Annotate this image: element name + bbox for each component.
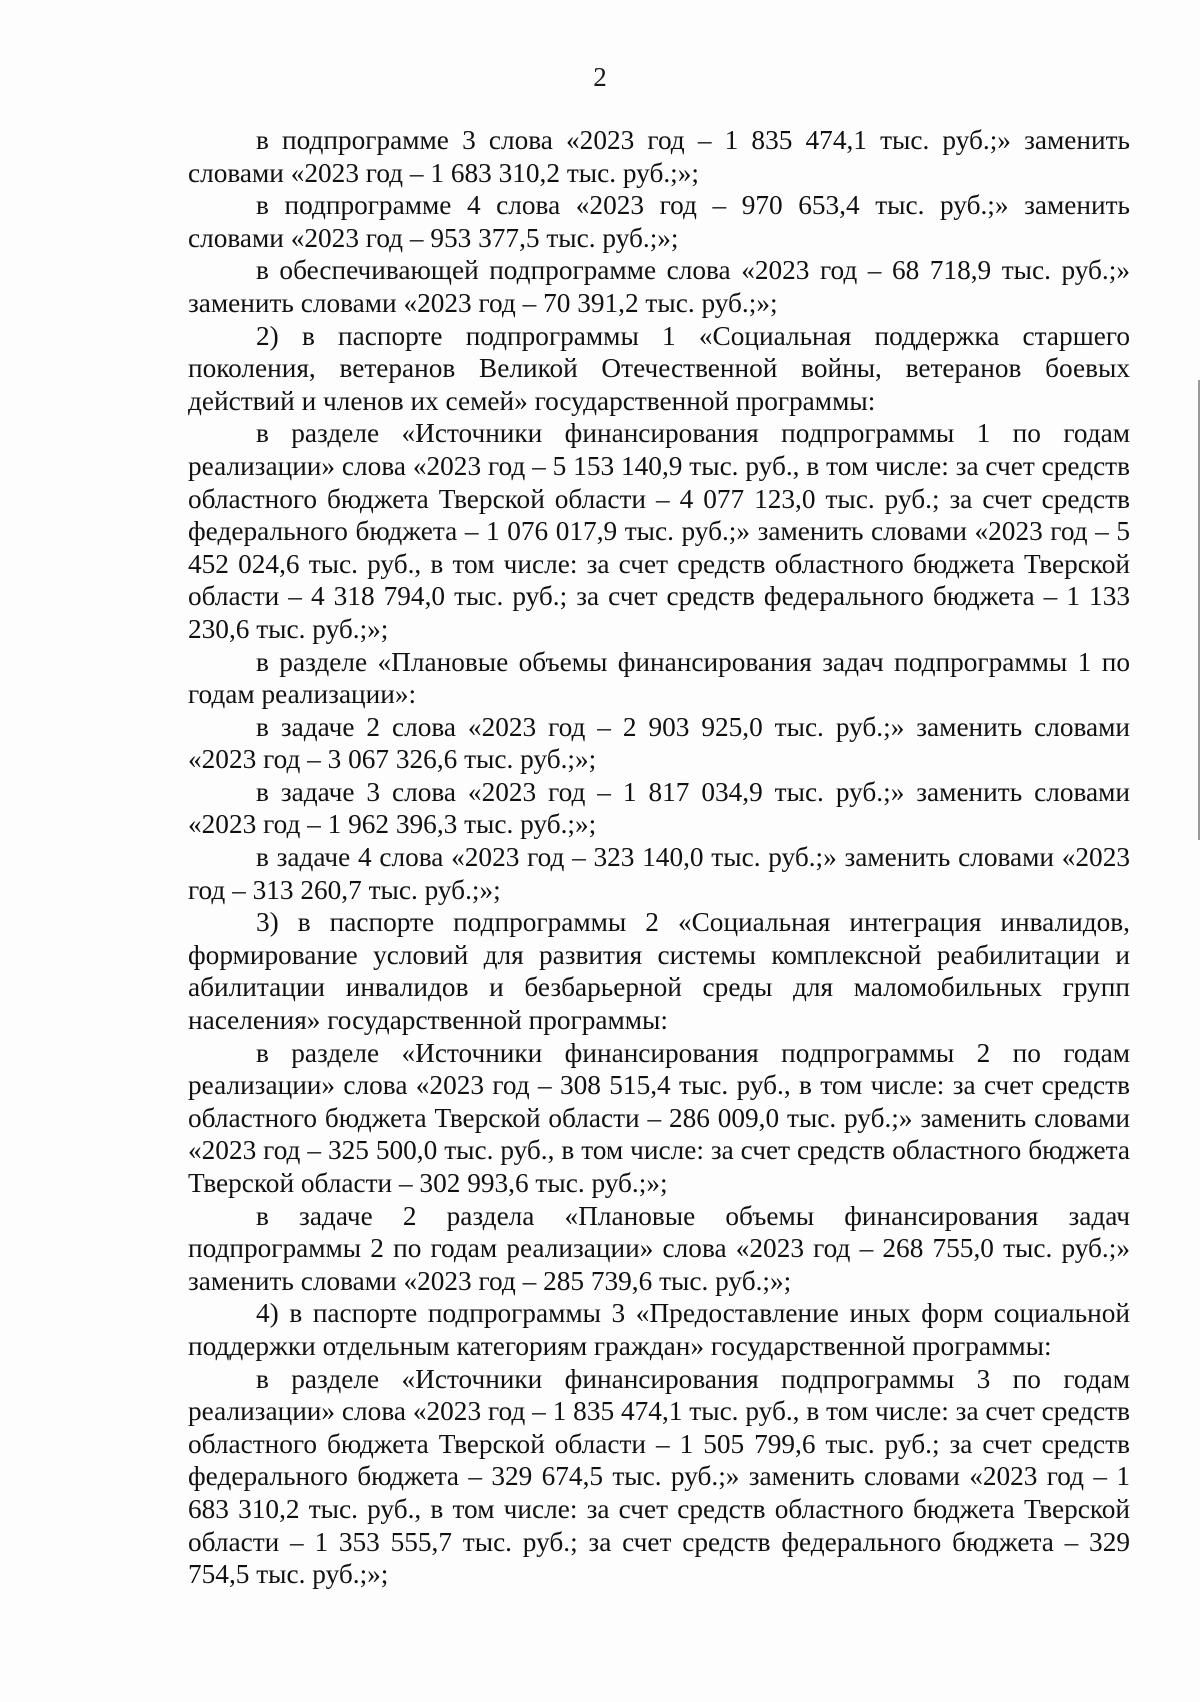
paragraph-subprogram-3-sources: в разделе «Источники финансирования подпрограммы 3 по годам реализации» слова «2023 год – 1 835 474,1 тыс. руб., в том числе: за счет средств областного бюджета Тверской области – 1 505 799,6 тыс. руб.; за счет средств федерального бюджета – 329 674,5 тыс. руб.;» заменить словами «2023 год – 1 683 310,2 тыс. руб., в том числе: за счет средств областного бюджета Тверской области – 1 353 555,7 тыс. руб.; за счет средств федерального бюджета – 329 754,5 тыс. руб.;»; [188, 1363, 1130, 1590]
paragraph-subprogram-2-sources: в разделе «Источники финансирования подпрограммы 2 по годам реализации» слова «2023 год – 308 515,4 тыс. руб., в том числе: за счет средств областного бюджета Тверской области – 286 009,0 тыс. руб.;» заменить словами «2023 год – 325 500,0 тыс. руб., в том числе: за счет средств областного бюджета Тверской области – 302 993,6 тыс. руб.;»; [188, 1037, 1130, 1198]
paragraph-item-2-heading: 2) в паспорте подпрограммы 1 «Социальная поддержка старшего поколения, ветеранов Великой Отечественной войны, ветеранов боевых действий и членов их семей» государственной программы: [188, 320, 1130, 416]
paragraph-subprogram-1-sources: в разделе «Источники финансирования подпрограммы 1 по годам реализации» слова «2023 год – 5 153 140,9 тыс. руб., в том числе: за счет средств областного бюджета Тверской области – 4 077 123,0 тыс. руб.; за счет средств федерального бюджета – 1 076 017,9 тыс. руб.;» заменить словами «2023 год – 5 452 024,6 тыс. руб., в том числе: за счет средств областного бюджета Тверской области – 4 318 794,0 тыс. руб.; за счет средств федерального бюджета – 1 133 230,6 тыс. руб.;»; [188, 418, 1130, 644]
paragraph-task-2: в задаче 2 слова «2023 год – 2 903 925,0 тыс. руб.;» заменить словами «2023 год – 3 067 326,6 тыс. руб.;»; [188, 711, 1130, 775]
paragraph-subprogram-4-total: в подпрограмме 4 слова «2023 год – 970 653,4 тыс. руб.;» заменить словами «2023 год – 953 377,5 тыс. руб.;»; [188, 190, 1130, 253]
paragraph-item-4-heading: 4) в паспорте подпрограммы 3 «Предоставление иных форм социальной поддержки отдельным категориям граждан» государственной программы: [188, 1298, 1130, 1361]
paragraph-subprogram-2-task-2: в задаче 2 раздела «Плановые объемы финансирования задач подпрограммы 2 по годам реализации» слова «2023 год – 268 755,0 тыс. руб.;» заменить словами «2023 год – 285 739,6 тыс. руб.;»; [188, 1200, 1130, 1296]
paragraph-supporting-subprogram-total: в обеспечивающей подпрограмме слова «2023 год – 68 718,9 тыс. руб.;» заменить словами «2023 год – 70 391,2 тыс. руб.;»; [188, 255, 1130, 318]
document-body [188, 124, 1130, 1591]
paragraph-task-3: в задаче 3 слова «2023 год – 1 817 034,9 тыс. руб.;» заменить словами «2023 год – 1 962 396,3 тыс. руб.;»; [188, 776, 1130, 840]
page-number: 2 [593, 62, 607, 92]
paragraph-subprogram-1-planned-volumes: в разделе «Плановые объемы финансирования задач подпрограммы 1 по годам реализации»: [188, 646, 1130, 710]
paragraph-item-3-heading: 3) в паспорте подпрограммы 2 «Социальная интеграция инвалидов, формирование условий для развития системы комплексной реабилитации и абилитации инвалидов и безбарьерной среды для маломобильных групп населения» государственной программы: [188, 907, 1130, 1036]
paragraph-task-4: в задаче 4 слова «2023 год – 323 140,0 тыс. руб.;» заменить словами «2023 год – 313 260,7 тыс. руб.;»; [188, 842, 1130, 905]
paragraph-subprogram-3-total: в подпрограмме 3 слова «2023 год – 1 835 474,1 тыс. руб.;» заменить словами «2023 год – 1 683 310,2 тыс. руб.;»; [188, 125, 1130, 188]
